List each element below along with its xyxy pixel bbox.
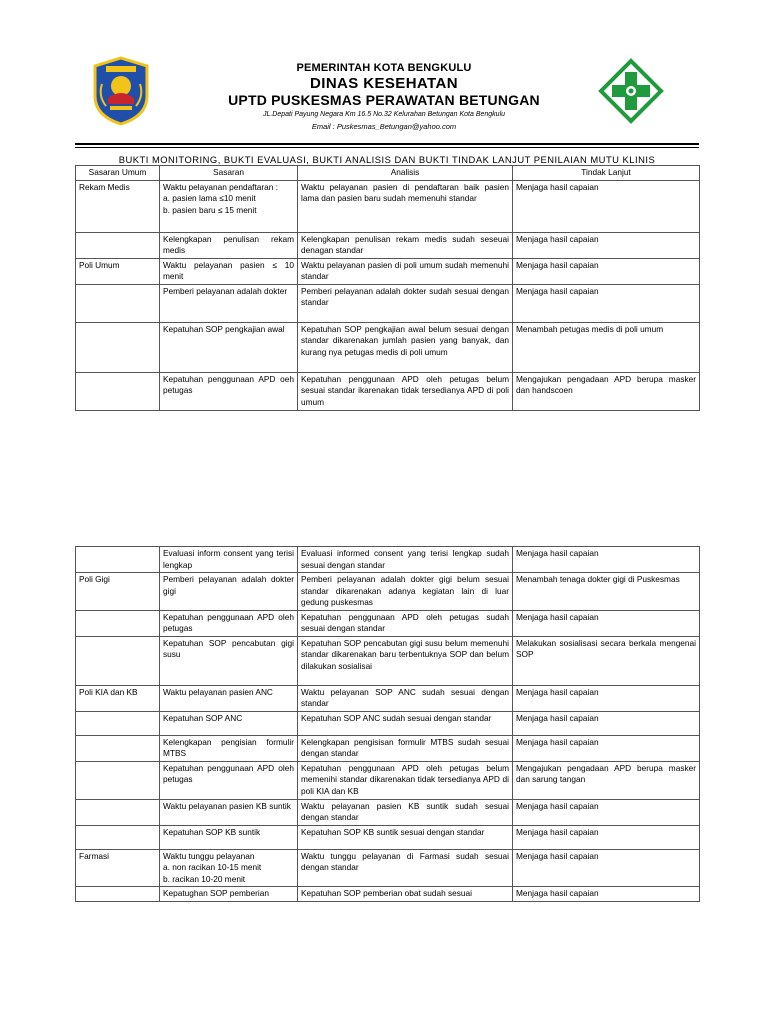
cell-tindak-lanjut: Menjaga hasil capaian (513, 610, 700, 636)
cell-analisis: Kepatuhan SOP pengkajian awal belum sesuai dengan standar dikarenakan jumlah pasien yang banyak, dan kurang nya petugas medis di poli umum (298, 322, 513, 372)
cell-sasaran-umum (76, 711, 160, 735)
cell-analisis: Kepatuhan SOP pencabutan gigi susu belum memenuhi standar dikarenakan baru terbentuknya SOP dan belum dilakukan sosialisai (298, 636, 513, 685)
column-header: Sasaran Umum (76, 166, 160, 181)
cell-tindak-lanjut: Menjaga hasil capaian (513, 735, 700, 761)
column-header: Analisis (298, 166, 513, 181)
city-emblem-icon (92, 56, 150, 126)
table-row (76, 735, 700, 761)
cell-sasaran-umum (76, 610, 160, 636)
cell-analisis: Pemberi pelayanan adalah dokter sudah sesuai dengan standar (298, 284, 513, 322)
cell-tindak-lanjut: Mengajukan pengadaan APD berupa masker dan sarung tangan (513, 761, 700, 799)
quality-table-page1 (75, 165, 700, 411)
puskesmas-name: UPTD PUSKESMAS PERAWATAN BETUNGAN (228, 92, 540, 108)
cell-analisis: Kelengkapan pengisisan formulir MTBS sudah sesuai dengan standar (298, 735, 513, 761)
cell-sasaran: Waktu pelayanan pasien KB suntik (160, 799, 298, 825)
cell-sasaran: Waktu tunggu pelayanan a. non racikan 10-15 menit b. racikan 10-20 menit (160, 849, 298, 887)
cell-analisis: Waktu pelayanan pasien KB suntik sudah sesuai dengan standar (298, 799, 513, 825)
cell-sasaran: Waktu pelayanan pendaftaran : a. pasien lama ≤10 menit b. pasien baru ≤ 15 menit (160, 180, 298, 232)
cell-sasaran-umum (76, 372, 160, 410)
cell-sasaran: Evaluasi inform consent yang terisi lengkap (160, 547, 298, 573)
table-row (76, 849, 700, 887)
table-row (76, 573, 700, 611)
cell-sasaran: Kepatuhan SOP pencabutan gigi susu (160, 636, 298, 685)
cell-analisis: Pemberi pelayanan adalah dokter gigi belum sesuai standar dikarenakan adanya kegiatan lain di luar gedung puskesmas (298, 573, 513, 611)
document-title: BUKTI MONITORING, BUKTI EVALUASI, BUKTI ANALISIS DAN BUKTI TINDAK LANJUT PENILAIAN MUTU KLINIS (118, 154, 656, 165)
column-header: Tindak Lanjut (513, 166, 700, 181)
cell-sasaran-umum: Poli KIA dan KB (76, 685, 160, 711)
table-row (76, 825, 700, 849)
cell-sasaran: Kepatuhan SOP ANC (160, 711, 298, 735)
letterhead (0, 0, 768, 150)
cell-tindak-lanjut: Menjaga hasil capaian (513, 825, 700, 849)
cell-sasaran-umum (76, 735, 160, 761)
letterhead-rule-thin (75, 147, 699, 148)
cell-sasaran-umum (76, 284, 160, 322)
cell-sasaran-umum (76, 825, 160, 849)
cell-sasaran-umum (76, 232, 160, 258)
cell-sasaran: Kepatuhan penggunaan APD oeh petugas (160, 372, 298, 410)
cell-sasaran: Pemberi pelayanan adalah dokter (160, 284, 298, 322)
table-row (76, 284, 700, 322)
table-row (76, 610, 700, 636)
email: Email : Puskesmas_Betungan@yahoo.com (311, 122, 457, 131)
health-cross-logo-icon (598, 58, 664, 124)
table-row (76, 761, 700, 799)
cell-tindak-lanjut: Menambah tenaga dokter gigi di Puskesmas (513, 573, 700, 611)
cell-sasaran: Kepatuhan penggunaan APD oleh petugas (160, 610, 298, 636)
cell-sasaran: Kelengkapan penulisan rekam medis (160, 232, 298, 258)
table-row (76, 685, 700, 711)
cell-sasaran: Kepatuhan SOP KB suntik (160, 825, 298, 849)
cell-tindak-lanjut: Melakukan sosialisasi secara berkala mengenai SOP (513, 636, 700, 685)
table-row (76, 547, 700, 573)
cell-tindak-lanjut: Menjaga hasil capaian (513, 284, 700, 322)
cell-sasaran: Waktu pelayanan pasien ≤ 10 menit (160, 258, 298, 284)
address: JL.Depati Payung Negara Km 16.5 No.32 Kelurahan Betungan Kota Bengkulu (262, 111, 506, 118)
letterhead-rule-thick (75, 143, 699, 145)
cell-sasaran-umum (76, 887, 160, 902)
cell-analisis: Waktu tunggu pelayanan di Farmasi sudah sesuai dengan standar (298, 849, 513, 887)
table-row (76, 799, 700, 825)
table-row (76, 258, 700, 284)
cell-sasaran-umum (76, 799, 160, 825)
table-row (76, 322, 700, 372)
government-name: PEMERINTAH KOTA BENGKULU (296, 62, 472, 74)
cell-tindak-lanjut: Menjaga hasil capaian (513, 887, 700, 902)
cell-sasaran-umum (76, 547, 160, 573)
cell-analisis: Waktu pelayanan pasien di poli umum sudah memenuhi standar (298, 258, 513, 284)
cell-tindak-lanjut: Mengajukan pengadaan APD berupa masker dan handscoen (513, 372, 700, 410)
cell-sasaran-umum (76, 322, 160, 372)
table-row (76, 636, 700, 685)
cell-analisis: Waktu pelayanan pasien di pendaftaran baik pasien lama dan pasien baru sudah memenuhi standar (298, 180, 513, 232)
cell-analisis: Kepatuhan SOP pemberian obat sudah sesuai (298, 887, 513, 902)
quality-table-page2 (75, 546, 700, 902)
department-name: DINAS KESEHATAN (310, 75, 458, 92)
column-header: Sasaran (160, 166, 298, 181)
cell-analisis: Kepatuhan SOP ANC sudah sesuai dengan standar (298, 711, 513, 735)
cell-analisis: Kepatuhan penggunaan APD oleh petugas belum sesuai standar ikarenakan tidak tersedianya APD di poli umum (298, 372, 513, 410)
cell-sasaran-umum (76, 761, 160, 799)
cell-tindak-lanjut: Menjaga hasil capaian (513, 711, 700, 735)
cell-sasaran: Kepatuhan SOP pengkajian awal (160, 322, 298, 372)
cell-tindak-lanjut: Menjaga hasil capaian (513, 849, 700, 887)
cell-sasaran: Kelengkapan pengisian formulir MTBS (160, 735, 298, 761)
table-row (76, 711, 700, 735)
cell-analisis: Kepatuhan penggunaan APD oleh petugas belum memenihi standar dikarenakan tidak tersedianya APD di poli KIA dan KB (298, 761, 513, 799)
cell-sasaran: Waktu pelayanan pasien ANC (160, 685, 298, 711)
letterhead-text (200, 62, 568, 133)
cell-sasaran-umum: Poli Umum (76, 258, 160, 284)
cell-tindak-lanjut: Menjaga hasil capaian (513, 799, 700, 825)
cell-analisis: Kepatuhan penggunaan APD oleh petugas sudah sesuai dengan standar (298, 610, 513, 636)
cell-analisis: Kepatuhan SOP KB suntik sesuai dengan standar (298, 825, 513, 849)
cell-sasaran: Kepatuhan penggunaan APD oleh petugas (160, 761, 298, 799)
table-row (76, 232, 700, 258)
cell-analisis: Waktu pelayanan SOP ANC sudah sesuai dengan standar (298, 685, 513, 711)
cell-sasaran-umum: Rekam Medis (76, 180, 160, 232)
cell-tindak-lanjut: Menjaga hasil capaian (513, 180, 700, 232)
cell-sasaran-umum (76, 636, 160, 685)
cell-tindak-lanjut: Menambah petugas medis di poli umum (513, 322, 700, 372)
cell-tindak-lanjut: Menjaga hasil capaian (513, 258, 700, 284)
table-row (76, 180, 700, 232)
cell-sasaran: Kepatughan SOP pemberian (160, 887, 298, 902)
table-header-row (76, 166, 700, 181)
cell-analisis: Evaluasi informed consent yang terisi lengkap sudah sesuai dengan standar (298, 547, 513, 573)
cell-sasaran-umum: Farmasi (76, 849, 160, 887)
cell-sasaran: Pemberi pelayanan adalah dokter gigi (160, 573, 298, 611)
cell-tindak-lanjut: Menjaga hasil capaian (513, 685, 700, 711)
cell-sasaran-umum: Poli Gigi (76, 573, 160, 611)
cell-tindak-lanjut: Menjaga hasil capaian (513, 547, 700, 573)
cell-analisis: Kelengkapan penulisan rekam medis sudah seseuai denagan standar (298, 232, 513, 258)
table-row (76, 372, 700, 410)
table-row (76, 887, 700, 902)
cell-tindak-lanjut: Menjaga hasil capaian (513, 232, 700, 258)
